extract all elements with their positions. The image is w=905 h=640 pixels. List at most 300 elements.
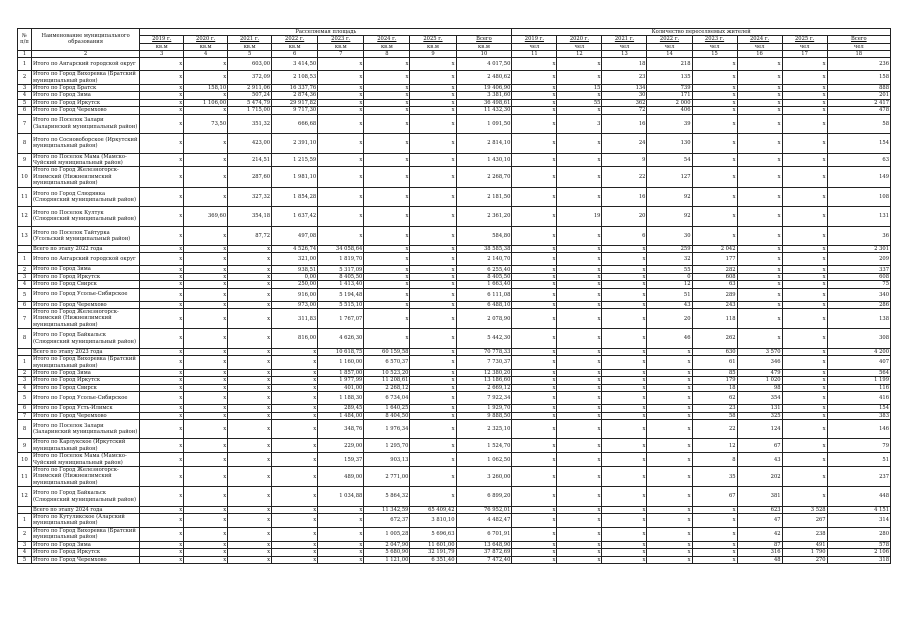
value-cell: 497,08 [272,226,318,246]
value-cell: 416 [827,392,890,405]
value-cell: x [410,71,456,85]
value-cell: x [557,527,602,541]
value-cell: x [184,281,228,288]
value-cell: x [737,281,782,288]
header-unit: чел [737,43,782,50]
value-cell: x [647,384,692,391]
value-cell: 73,50 [184,114,228,134]
value-cell: x [782,226,827,246]
value-cell: x [647,527,692,541]
value-cell: x [557,92,602,99]
value-cell: x [140,114,184,134]
value-cell: 18 [602,58,647,71]
municipality-name: Итого по Город Усолье-Сибирское [31,288,139,301]
value-cell: 5 864,32 [364,487,410,507]
municipality-name: Итого по Город Зима [31,541,139,548]
value-cell: x [692,514,737,528]
value-cell: 314 [827,514,890,528]
value-cell: x [184,348,228,355]
value-cell: 5 474,79 [228,99,272,106]
value-cell: 67 [692,487,737,507]
value-cell: 407 [827,356,890,370]
value-cell: x [228,384,272,391]
value-cell: x [318,527,364,541]
value-cell: x [272,348,318,355]
value-cell: x [602,253,647,266]
value-cell: x [557,246,602,253]
value-cell: x [272,439,318,453]
value-cell: 666,68 [272,114,318,134]
value-cell: 108 [827,187,890,207]
value-cell: x [557,541,602,548]
value-cell: 0 [647,273,692,280]
value-cell: 36 [827,226,890,246]
value-cell: x [647,356,692,370]
value-cell: x [228,453,272,467]
value-cell: x [602,527,647,541]
value-cell: 179 [692,377,737,384]
value-cell: 134 [602,85,647,92]
value-cell: x [140,514,184,528]
header-unit: чел [647,43,692,50]
value-cell: x [512,85,557,92]
value-cell: x [364,281,410,288]
municipality-name: Итого по Город Иркутск [31,549,139,556]
header-year: 2025 г. [410,36,456,43]
table-total-row [18,246,891,253]
value-cell: x [692,153,737,167]
value-cell: 1 413,40 [318,281,364,288]
value-cell: x [318,506,364,513]
value-cell: x [140,556,184,563]
value-cell: x [228,467,272,487]
value-cell: x [557,369,602,376]
value-cell: x [737,85,782,92]
value-cell: x [782,356,827,370]
value-cell: x [140,281,184,288]
row-number: 2 [18,266,32,273]
header-years-row [18,36,891,43]
value-cell: x [228,288,272,301]
value-cell: 270 [782,556,827,563]
value-cell: x [602,329,647,349]
value-cell: x [140,207,184,227]
value-cell: x [557,309,602,329]
table-header [18,29,891,58]
value-cell: x [647,556,692,563]
value-cell: x [647,392,692,405]
row-number: 1 [18,253,32,266]
value-cell: x [512,506,557,513]
value-cell: x [512,384,557,391]
value-cell: x [557,549,602,556]
value-cell: x [140,71,184,85]
header-group-people: Количество переселяемых жителей [512,29,891,36]
value-cell: 85 [692,369,737,376]
value-cell: x [364,58,410,71]
value-cell: 321,00 [272,253,318,266]
value-cell: x [512,412,557,419]
value-cell: x [557,329,602,349]
value-cell: 311,83 [272,309,318,329]
value-cell: 10 618,75 [318,348,364,355]
row-number: 8 [18,134,32,154]
value-cell: x [140,85,184,92]
municipality-name: Итого по Ангарский городской округ [31,58,139,71]
value-cell: 6 734,04 [364,392,410,405]
value-cell: 6 255,40 [456,266,512,273]
row-number: 6 [18,405,32,412]
value-cell: x [737,288,782,301]
value-cell: 3 528 [782,506,827,513]
value-cell: 29 917,82 [272,99,318,106]
value-cell: x [410,377,456,384]
value-cell: x [782,309,827,329]
value-cell: x [692,541,737,548]
value-cell: x [782,92,827,99]
value-cell: x [228,527,272,541]
value-cell: 289 [692,288,737,301]
value-cell: x [782,99,827,106]
value-cell: x [647,348,692,355]
header-unit: кв.м [410,43,456,50]
municipality-name: Итого по Город Вихоревка (Братский муниципальный район) [31,71,139,85]
value-cell: x [737,273,782,280]
header-colnum: 2 [31,50,139,57]
value-cell: x [410,369,456,376]
value-cell: x [318,71,364,85]
value-cell: 491 [782,541,827,548]
value-cell: 2 361,20 [456,207,512,227]
value-cell: x [140,356,184,370]
value-cell: x [228,246,272,253]
value-cell: x [184,273,228,280]
value-cell: 7 730,37 [456,356,512,370]
value-cell: x [782,253,827,266]
value-cell: x [140,348,184,355]
value-cell: 65 409,42 [410,506,456,513]
value-cell: x [184,527,228,541]
value-cell: x [512,281,557,288]
row-number: 11 [18,187,32,207]
row-number: 4 [18,92,32,99]
value-cell: x [737,226,782,246]
municipality-name: Итого по Город Черемхово [31,556,139,563]
value-cell: x [272,506,318,513]
value-cell: x [410,207,456,227]
resettlement-table [17,28,891,564]
value-cell: x [602,412,647,419]
value-cell: 478 [827,107,890,114]
row-number: 1 [18,356,32,370]
value-cell: x [692,92,737,99]
value-cell: x [782,114,827,134]
header-colnum: 9 [410,50,456,57]
table-row [18,392,891,405]
value-cell: x [782,207,827,227]
table-row [18,281,891,288]
value-cell: x [692,107,737,114]
value-cell: 6 899,20 [456,487,512,507]
municipality-name: Итого по Поселок Мама (Мамско-Чуйский муниципальный район) [31,153,139,167]
value-cell: x [184,58,228,71]
municipality-name: Итого по Город Усолье-Сибирское [31,392,139,405]
header-colnums-row [18,50,891,57]
value-cell: x [602,309,647,329]
value-cell: x [140,134,184,154]
value-cell: x [140,266,184,273]
value-cell: x [318,514,364,528]
value-cell: x [410,384,456,391]
value-cell: x [557,439,602,453]
row-number: 5 [18,392,32,405]
value-cell: 16 [602,114,647,134]
value-cell: 2 480,62 [456,71,512,85]
value-cell: 3 [557,114,602,134]
value-cell: 130 [647,134,692,154]
value-cell: 383 [827,412,890,419]
value-cell: x [647,405,692,412]
value-cell: 739 [647,85,692,92]
municipality-name: Итого по Город Усть-Илимск [31,405,139,412]
value-cell: x [272,467,318,487]
value-cell: x [512,348,557,355]
value-cell: x [272,514,318,528]
municipality-name: Итого по Город Иркутск [31,99,139,106]
value-cell: x [512,419,557,439]
value-cell: x [184,266,228,273]
value-cell: 131 [827,207,890,227]
value-cell: 2 911,06 [228,85,272,92]
value-cell: x [737,167,782,187]
value-cell: 154 [827,134,890,154]
table-row [18,369,891,376]
value-cell: x [140,273,184,280]
value-cell: 1 091,50 [456,114,512,134]
value-cell: x [782,384,827,391]
value-cell: 12 [647,281,692,288]
value-cell: x [184,187,228,207]
value-cell: 381 [737,487,782,507]
value-cell: x [410,453,456,467]
value-cell: 1 188,30 [318,392,364,405]
value-cell: x [184,405,228,412]
value-cell: 116 [827,384,890,391]
row-number: 7 [18,412,32,419]
value-cell: x [410,253,456,266]
value-cell: x [512,273,557,280]
value-cell: 6 [602,226,647,246]
value-cell: x [512,71,557,85]
value-cell: x [410,405,456,412]
value-cell: 1 005,28 [364,527,410,541]
table-row [18,187,891,207]
value-cell: x [602,273,647,280]
value-cell: x [512,356,557,370]
municipality-name: Итого по Город Черемхово [31,107,139,114]
value-cell: x [364,288,410,301]
value-cell: x [364,226,410,246]
value-cell: x [782,266,827,273]
value-cell: x [602,301,647,308]
value-cell: 19 406,90 [456,85,512,92]
header-year: 2021 г. [602,36,647,43]
value-cell: 19 [557,207,602,227]
value-cell: 903,13 [364,453,410,467]
value-cell: 75 [827,281,890,288]
value-cell: 630 [692,348,737,355]
value-cell: x [228,419,272,439]
value-cell: x [737,134,782,154]
row-number: 10 [18,167,32,187]
value-cell: 177 [692,253,737,266]
municipality-name: Итого по Поселок Култук (Слюдянский муниципальный район) [31,207,139,227]
row-number [18,506,32,513]
value-cell: 6 111,08 [456,288,512,301]
value-cell: x [512,514,557,528]
value-cell: x [512,487,557,507]
table-row [18,329,891,349]
municipality-name: Итого по Город Иркутск [31,377,139,384]
value-cell: x [512,541,557,548]
value-cell: x [737,107,782,114]
table-row [18,266,891,273]
municipality-name: Итого по Кутуликское (Аларский муниципальный район) [31,514,139,528]
value-cell: x [737,309,782,329]
value-cell: 2 108,53 [272,71,318,85]
value-cell: 2 814,10 [456,134,512,154]
value-cell: x [410,246,456,253]
value-cell: x [557,153,602,167]
value-cell: x [512,439,557,453]
value-cell: x [140,453,184,467]
value-cell: x [410,99,456,106]
value-cell: 2 042 [692,246,737,253]
value-cell: 1 106,00 [184,99,228,106]
value-cell: x [140,167,184,187]
value-cell: x [692,99,737,106]
value-cell: x [602,419,647,439]
value-cell: x [737,153,782,167]
value-cell: 67 [737,439,782,453]
value-cell: x [364,92,410,99]
value-cell: x [184,309,228,329]
table-row [18,107,891,114]
row-number: 13 [18,226,32,246]
municipality-name: Итого по Город Железногорск-Илимский (Нижнеилимский муниципальный район) [31,467,139,487]
municipality-name: Итого по Поселок Залари (Заларинский муниципальный район) [31,114,139,134]
value-cell: x [692,114,737,134]
value-cell: x [737,92,782,99]
value-cell: x [512,99,557,106]
value-cell: 149 [827,167,890,187]
value-cell: 6 701,91 [456,527,512,541]
value-cell: x [737,99,782,106]
value-cell: x [557,134,602,154]
value-cell: x [228,541,272,548]
header-colnum: 1 [18,50,32,57]
value-cell: 214,51 [228,153,272,167]
value-cell: x [364,187,410,207]
table-row [18,377,891,384]
value-cell: x [410,266,456,273]
value-cell: x [140,549,184,556]
value-cell: x [318,153,364,167]
value-cell: 8 [692,453,737,467]
value-cell: x [140,506,184,513]
value-cell: x [647,549,692,556]
table-row [18,226,891,246]
value-cell: x [140,439,184,453]
row-number: 5 [18,288,32,301]
value-cell: 12 [692,439,737,453]
value-cell: x [512,329,557,349]
value-cell: x [557,377,602,384]
value-cell: x [512,309,557,329]
value-cell: x [782,467,827,487]
value-cell: x [512,92,557,99]
value-cell: x [410,412,456,419]
value-cell: x [228,392,272,405]
value-cell: x [140,384,184,391]
value-cell: 13 186,60 [456,377,512,384]
value-cell: x [410,92,456,99]
value-cell: 55 [557,99,602,106]
value-cell: 2 268,12 [364,384,410,391]
table-row [18,153,891,167]
value-cell: 7 922,34 [456,392,512,405]
value-cell: 916,00 [272,288,318,301]
value-cell: 362 [602,99,647,106]
value-cell: 9 [602,153,647,167]
value-cell: 118 [692,309,737,329]
value-cell: x [602,356,647,370]
value-cell: x [647,487,692,507]
value-cell: x [272,453,318,467]
value-cell: x [602,384,647,391]
header-unit: кв.м [140,43,184,50]
value-cell: x [602,392,647,405]
value-cell: 72 [602,107,647,114]
value-cell: x [228,439,272,453]
value-cell: 286 [827,301,890,308]
value-cell: x [318,107,364,114]
value-cell: 623 [737,506,782,513]
header-colnum: 17 [782,50,827,57]
value-cell: x [364,107,410,114]
value-cell: 448 [827,487,890,507]
value-cell: 124 [737,419,782,439]
value-cell: x [692,207,737,227]
value-cell: 13 648,90 [456,541,512,548]
value-cell: 146 [827,419,890,439]
value-cell: x [557,266,602,273]
municipality-name: Итого по Город Свирск [31,281,139,288]
value-cell: x [410,85,456,92]
table-row [18,453,891,467]
value-cell: 43 [737,453,782,467]
value-cell: 4 626,30 [318,329,364,349]
value-cell: 1 062,50 [456,453,512,467]
value-cell: x [410,356,456,370]
value-cell: 61 [692,356,737,370]
value-cell: x [140,99,184,106]
value-cell: x [557,107,602,114]
value-cell: x [228,266,272,273]
header-year: 2022 г. [647,36,692,43]
row-number: 11 [18,467,32,487]
row-number: 3 [18,273,32,280]
